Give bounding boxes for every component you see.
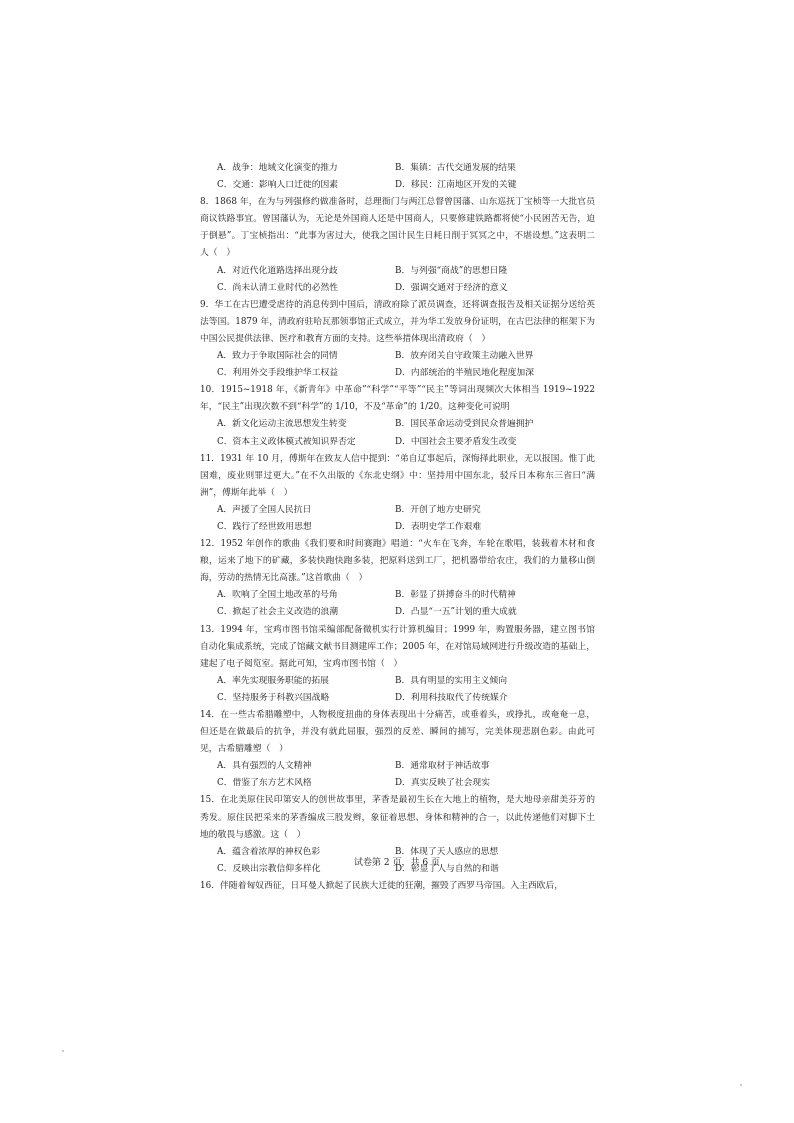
option-c: C．掀起了社会主义改造的浪潮 (217, 607, 339, 618)
question-7-tail (200, 160, 595, 194)
option-d: D．表明史学工作艰难 (395, 521, 482, 532)
question-9 (200, 297, 595, 382)
question-10 (200, 382, 595, 450)
option-d: D．中国社会主要矛盾发生改变 (395, 436, 517, 447)
question-13 (200, 622, 595, 707)
option-c: C．践行了经世致用思想 (217, 521, 312, 532)
option-a: A．吹响了全国土地改革的号角 (217, 590, 338, 601)
question-14 (200, 707, 595, 792)
options-row (200, 160, 595, 177)
option-a: A．新文化运动主流思想发生转变 (217, 419, 347, 430)
options-row (200, 434, 595, 451)
option-c: C．借鉴了东方艺术风格 (217, 778, 312, 789)
option-b: B．体现了天人感应的思想 (395, 846, 499, 857)
option-d: D．移民：江南地区开发的关键 (395, 180, 517, 191)
options-row (200, 280, 595, 297)
question-stem: 11．1931 年 10 月，傅斯年在致友人信中提到：“弟自辽事起后，深悔择此职业，无以报国。惟丁此国难，废业则罪过更大。”在不久出版的《东北史纲》中：坚持用中国东北，驳斥日本称东三省曰“满洲”，傅斯年此举（ ） (200, 453, 595, 498)
question-stem: 16．伴随着匈奴西征，日耳曼人掀起了民族大迁徙的狂潮，摧毁了西罗马帝国。入主西欧后， (200, 880, 564, 891)
option-c: C．交通：影响人口迁徙的因素 (217, 180, 339, 191)
option-d: D．凸显“一五”计划的重大成就 (395, 607, 517, 618)
options-row (200, 348, 595, 365)
options-row (200, 365, 595, 382)
options-row (200, 519, 595, 536)
option-b: B．放弃闭关自守政策主动融入世界 (395, 351, 534, 362)
option-a: A．声援了全国人民抗日 (217, 504, 312, 515)
options-row (200, 775, 595, 792)
question-stem: 14．在一些古希腊雕塑中，人物极度扭曲的身体表现出十分痛苦，或垂着头，或挣扎，或奄奄一息，但还是在做最后的抗争，并没有就此屈服，强烈的反差、瞬间的捕写，完美体现悲剧色彩。由此可见，古希腊雕塑（ ） (200, 710, 595, 755)
options-row (200, 587, 595, 604)
option-a: A．率先实现服务职能的拓展 (217, 675, 329, 686)
question-stem: 8．1868 年，在为与列强修约做准备时，总理衙门与两江总督曾国藩、山东巡抚丁宝桢等一大批官员商议铁路事宜。曾国藩认为，无论是外国商人还是中国商人，只要修建铁路都将使“小民困苦无告，迫于倒悬”。丁宝桢指出：“此事为害过大，使我之国计民生日耗日削于冥冥之中，不堪设想。”这表明二人（ ） (200, 197, 595, 259)
option-b: B．与列强“商战”的思想日隆 (395, 265, 508, 276)
options-row (200, 690, 595, 707)
options-row (200, 416, 595, 433)
question-8 (200, 194, 595, 297)
scan-speck (62, 1050, 64, 1052)
option-a: A．致力于争取国际社会的同情 (217, 351, 338, 362)
option-c: C．利用外交手段维护华工权益 (217, 368, 339, 379)
question-stem: 13．1994 年，宝鸡市图书馆采编部配备微机实行计算机编目；1999 年，购置服务器，建立图书馆自动化集成系统，完成了馆藏文献书目测建库工作；2005 年，在对馆局域网进行升级改造的基础上，建起了电子阅览室。据此可知，宝鸡市图书馆（ ） (200, 624, 595, 669)
option-c: C．资本主义政体模式被知识界否定 (217, 436, 356, 447)
option-b: B．通常取材于神话故事 (395, 761, 490, 772)
option-c: C．尚未认清工业时代的必然性 (217, 282, 339, 293)
option-b: B．国民革命运动受到民众普遍拥护 (395, 419, 534, 430)
scan-speck (740, 1084, 742, 1086)
options-row (200, 177, 595, 194)
options-row (200, 758, 595, 775)
option-c: C．坚持服务于科教兴国战略 (217, 692, 330, 703)
option-a: A．蕴含着浓厚的神权色彩 (217, 846, 321, 857)
option-a: A．对近代化道路选择出现分歧 (217, 265, 338, 276)
question-16 (200, 878, 595, 895)
option-b: B．彰显了拼搏奋斗的时代精神 (395, 590, 516, 601)
options-row (200, 263, 595, 280)
question-stem: 9．华工在古巴遭受虐待的消息传到中国后，清政府除了派员调查，还将调查报告及相关证据分送给英法等国。1879 年，清政府驻哈瓦那领事馆正式成立，并为华工发放身份证明，在古巴法律的框架下为中国公民提供法律、医疗和教育方面的支持。这些举措体现出清政府（ ） (200, 299, 595, 344)
options-row (200, 673, 595, 690)
option-b: B．具有明显的实用主义倾向 (395, 675, 508, 686)
question-stem: 12．1952 年创作的歌曲《我们要和时间赛跑》唱道：“火车在飞奔，车轮在歌唱，装载着木材和食粮，运来了地下的矿藏，多装快跑快跑多装，把原料送到工厂，把机器带给农庄，我们的力量移山倒海，劳动的热情无比高涨。”这首歌曲（ ） (200, 539, 595, 584)
question-list (200, 160, 595, 895)
options-row (200, 604, 595, 621)
option-a: A．战争：地域文化演变的推力 (217, 163, 338, 173)
options-row (200, 502, 595, 519)
option-d: D．内部统治的半殖民地化程度加深 (395, 368, 535, 379)
option-b: B．集镇：古代交通发展的结果 (395, 163, 516, 173)
option-d: D．彰显了人与自然的和谐 (395, 863, 499, 874)
option-b: B．开创了地方史研究 (395, 504, 481, 515)
question-stem: 10．1915~1918 年，《新青年》中革命”“科学”“平等”“民主”等词出现频次大体相当 1919~1922 年，“民主”出现次数不到“科学”的 1/10，不及“革命”的 1/20。这种变化可说明 (200, 385, 595, 413)
page-footer: 试卷第 2 页，共 6 页 (354, 858, 440, 868)
question-11 (200, 451, 595, 536)
option-d: D．强调交通对于经济的意义 (395, 282, 508, 293)
option-d: D．真实反映了社会现实 (395, 778, 491, 789)
question-12 (200, 536, 595, 621)
question-stem: 15．在北美原住民印第安人的创世故事里，茅香是最初生长在大地上的植物，是大地母亲甜美芬芳的秀发。原住民把采来的茅香编成三股发辫，象征着思想、身体和精神的合一，以此传递他们对脚下土地的敬畏与感激。这（ ） (200, 795, 595, 840)
option-d: D．利用科技取代了传统媒介 (395, 692, 508, 703)
option-c: C．反映出宗教信仰多样化 (217, 863, 321, 874)
option-a: A．具有强烈的人文精神 (217, 761, 312, 772)
